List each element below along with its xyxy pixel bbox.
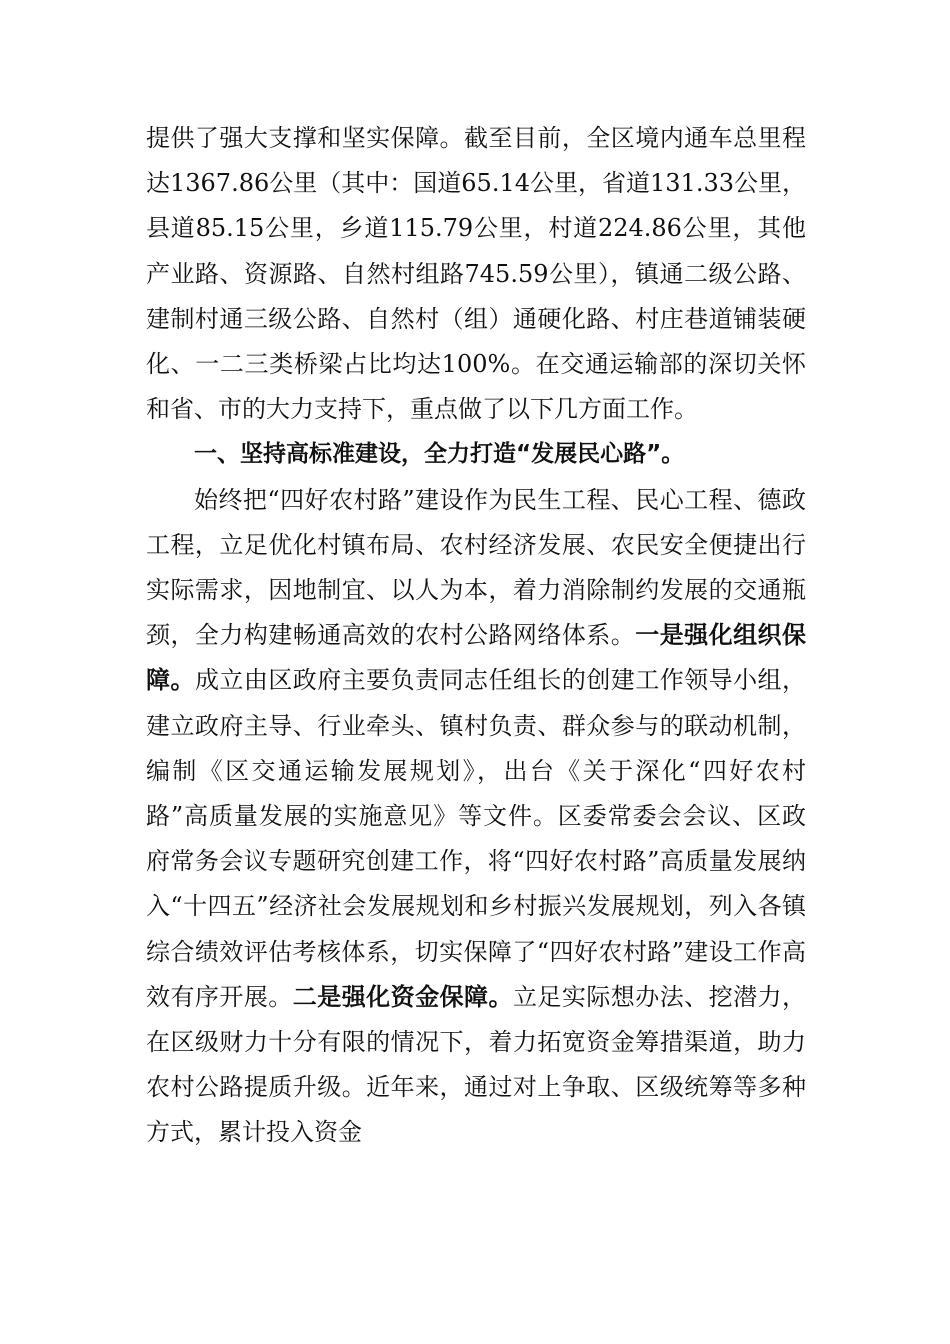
point-2-text: 立足实际想办法、挖潜力，在区级财力十分有限的情况下，着力拓宽资金筹措渠道，助力农村公路提质升级。近年来，通过对上争取、区级统筹等多种方式，累计投入资金 xyxy=(146,982,807,1147)
body-paragraph xyxy=(146,478,806,1156)
point-1-text: 成立由区政府主要负责同志任组长的创建工作领导小组，建立政府主导、行业牵头、镇村负责、群众参与的联动机制，编制《区交通运输发展规划》，出台《关于深化“四好农村路”高质量发展的实施意见》等文件。区委常委会会议、区政府常务会议专题研究创建工作，将“四好农村路”高质量发展纳入“十四五”经济社会发展规划和乡村振兴发展规划，列入各镇综合绩效评估考核体系，切实保障了“四好农村路”建设工作高效有序开展。 xyxy=(146,666,807,1011)
document-body xyxy=(146,116,806,1156)
intro-paragraph: 提供了强大支撑和坚实保障。截至目前，全区境内通车总里程达1367.86公里（其中：国道65.14公里，省道131.33公里，县道85.15公里，乡道115.79公里，村道224.86公里，其他产业路、资源路、自然村组路745.59公里），镇通二级公路、建制村通三级公路、自然村（组）通硬化路、村庄巷道铺装硬化、一二三类桥梁占比均达100%。在交通运输部的深切关怀和省、市的大力支持下，重点做了以下几方面工作。 xyxy=(146,124,806,424)
section-heading: 一、坚持高标准建设，全力打造“发展民心路”。 xyxy=(194,441,685,468)
paragraph-intro-text: 始终把“四好农村路”建设作为民生工程、民心工程、德政工程，立足优化村镇布局、农村经济发展、农民安全便捷出行实际需求，因地制宜、以人为本，着力消除制约发展的交通瓶颈，全力构建畅通高效的农村公路网络体系。 xyxy=(146,485,806,650)
point-1-title: 一是强化组织保障。 xyxy=(146,621,807,695)
point-2-title: 二是强化资金保障。 xyxy=(292,982,513,1011)
